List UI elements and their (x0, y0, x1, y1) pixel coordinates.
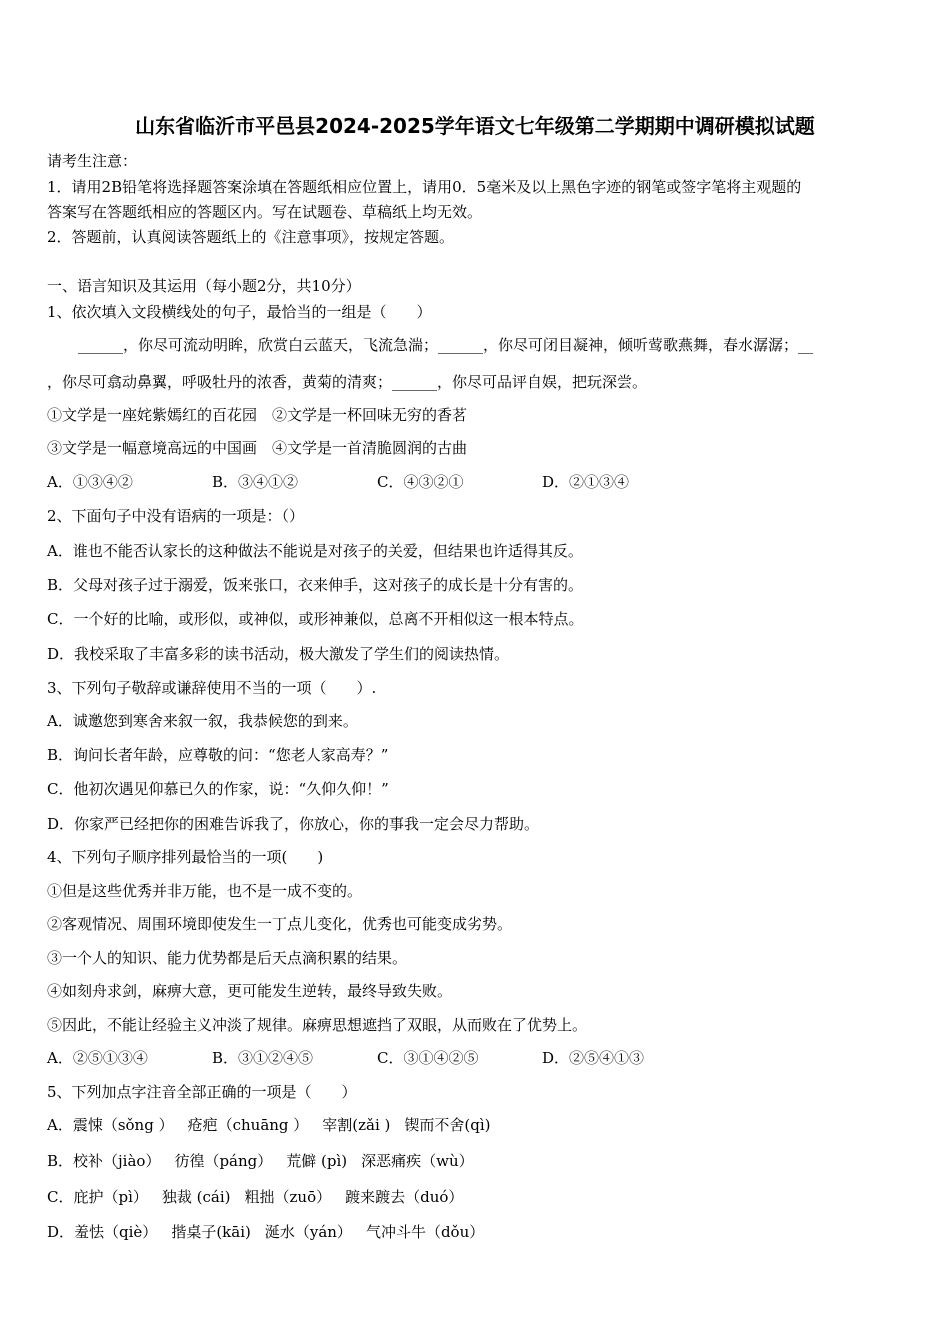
option-d[interactable]: D．②①③④ (542, 473, 630, 491)
pinyin-item: 深恶痛疾（wù） (361, 1152, 474, 1170)
question-2-stem: 2、下面句子中没有语病的一项是：（） (47, 507, 305, 525)
option-c[interactable]: C．④③②① (377, 473, 464, 491)
question-1-options (47, 472, 629, 492)
pinyin-item: A．震悚（sǒng ） (47, 1116, 174, 1134)
option-a[interactable]: A．①③④② (47, 473, 133, 491)
notice-heading: 请考生注意： (47, 152, 138, 170)
question-3-option-d[interactable]: D．你家严已经把你的困难告诉我了，你放心，你的事我一定会尽力帮助。 (47, 815, 540, 833)
question-4-sentence-1: ①但是这些优秀并非万能，也不是一成不变的。 (47, 882, 363, 900)
pinyin-item: 踱来踱去（duó） (345, 1188, 464, 1206)
section-heading: 一、语言知识及其运用（每小题2分，共10分） (47, 277, 361, 295)
pinyin-item: 疮疤（chuāng ） (187, 1116, 309, 1134)
question-5-option-d[interactable] (47, 1222, 498, 1242)
pinyin-item: 荒僻 (pì) (286, 1152, 348, 1170)
question-4-sentence-3: ③一个人的知识、能力优势都是后天点滴积累的结果。 (47, 949, 408, 967)
question-5-stem: 5、下列加点字注音全部正确的一项是（ ） (47, 1083, 357, 1101)
pinyin-item: 独裁 (cái) (161, 1188, 231, 1206)
notice-item-1-cont: 答案写在答题纸相应的答题区内。写在试题卷、草稿纸上均无效。 (47, 203, 483, 221)
question-2-option-c[interactable]: C．一个好的比喻，或形似，或神似，或形神兼似，总离不开相似这一根本特点。 (47, 610, 584, 628)
pinyin-item: 气冲斗牛（dǒu） (365, 1223, 485, 1241)
pinyin-item: C．庇护（pì） (47, 1188, 148, 1206)
pinyin-item: 宰割(zǎi ) (322, 1116, 391, 1134)
pinyin-item: B．校补（jiào） (47, 1152, 161, 1170)
page-title: 山东省临沂市平邑县2024-2025学年语文七年级第二学期期中调研模拟试题 (135, 114, 815, 138)
question-2-option-d[interactable]: D．我校采取了丰富多彩的读书活动，极大激发了学生们的阅读热情。 (47, 645, 510, 663)
option-b[interactable]: B．③④①② (212, 473, 299, 491)
pinyin-item: 涎水（yán） (264, 1223, 352, 1241)
question-4-sentence-5: ⑤因此，不能让经验主义冲淡了规律。麻痹思想遮挡了双眼，从而败在了优势上。 (47, 1016, 588, 1034)
question-1-stem: 1、依次填入文段横线处的句子，最恰当的一组是（ ） (47, 303, 432, 321)
option-d[interactable]: D．②⑤④①③ (542, 1049, 645, 1067)
option-a[interactable]: A．②⑤①③④ (47, 1049, 148, 1067)
question-5-option-b[interactable] (47, 1151, 488, 1171)
question-1-passage-cont: ，你尽可翕动鼻翼，呼吸牡丹的浓香，黄菊的清爽；______，你尽可品评自娱，把玩深尝。 (47, 373, 648, 391)
pinyin-item: 彷徨（páng） (174, 1152, 273, 1170)
pinyin-item: 粗拙（zuō） (244, 1188, 332, 1206)
question-1-passage: ______，你尽可流动明眸，欣赏白云蓝天，飞流急湍；______，你尽可闭目凝神，倾听莺歌燕舞，春水潺潺；__ (78, 336, 814, 354)
pinyin-item: 揩桌子(kāi) (171, 1223, 251, 1241)
question-4-sentence-2: ②客观情况、周围环境即使发生一丁点儿变化，优秀也可能变成劣势。 (47, 915, 513, 933)
question-1-choices-a: ①文学是一座姹紫嫣红的百花园 ②文学是一杯回味无穷的香茗 (47, 406, 468, 424)
question-5-option-c[interactable] (47, 1187, 477, 1207)
question-2-option-a[interactable]: A．谁也不能否认家长的这种做法不能说是对孩子的关爱，但结果也许适得其反。 (47, 542, 583, 560)
question-3-stem: 3、下列句子敬辞或谦辞使用不当的一项（ ）. (47, 679, 377, 697)
question-4-options (47, 1048, 644, 1068)
question-3-option-b[interactable]: B．询问长者年龄，应尊敬的问：“您老人家高寿？” (47, 746, 389, 764)
question-4-sentence-4: ④如刻舟求剑，麻痹大意，更可能发生逆转，最终导致失败。 (47, 982, 453, 1000)
question-1-choices-b: ③文学是一幅意境高远的中国画 ④文学是一首清脆圆润的古曲 (47, 439, 468, 457)
pinyin-item: 锲而不舍(qì) (404, 1116, 491, 1134)
question-3-option-c[interactable]: C．他初次遇见仰慕已久的作家，说：“久仰久仰！” (47, 780, 389, 798)
question-2-option-b[interactable]: B．父母对孩子过于溺爱，饭来张口，衣来伸手，这对孩子的成长是十分有害的。 (47, 576, 584, 594)
question-5-option-a[interactable] (47, 1115, 505, 1135)
pinyin-item: D．羞怯（qiè） (47, 1223, 158, 1241)
question-3-option-a[interactable]: A．诚邀您到寒舍来叙一叙，我恭候您的到来。 (47, 712, 358, 730)
option-c[interactable]: C．③①④②⑤ (377, 1049, 479, 1067)
question-4-stem: 4、下列句子顺序排列最恰当的一项( ) (47, 848, 324, 866)
notice-item-2: 2．答题前，认真阅读答题纸上的《注意事项》，按规定答题。 (47, 228, 455, 246)
option-b[interactable]: B．③①②④⑤ (212, 1049, 314, 1067)
notice-item-1: 1．请用2B铅笔将选择题答案涂填在答题纸相应位置上，请用0．5毫米及以上黑色字迹的钢笔或签字笔将主观题的 (47, 178, 802, 196)
